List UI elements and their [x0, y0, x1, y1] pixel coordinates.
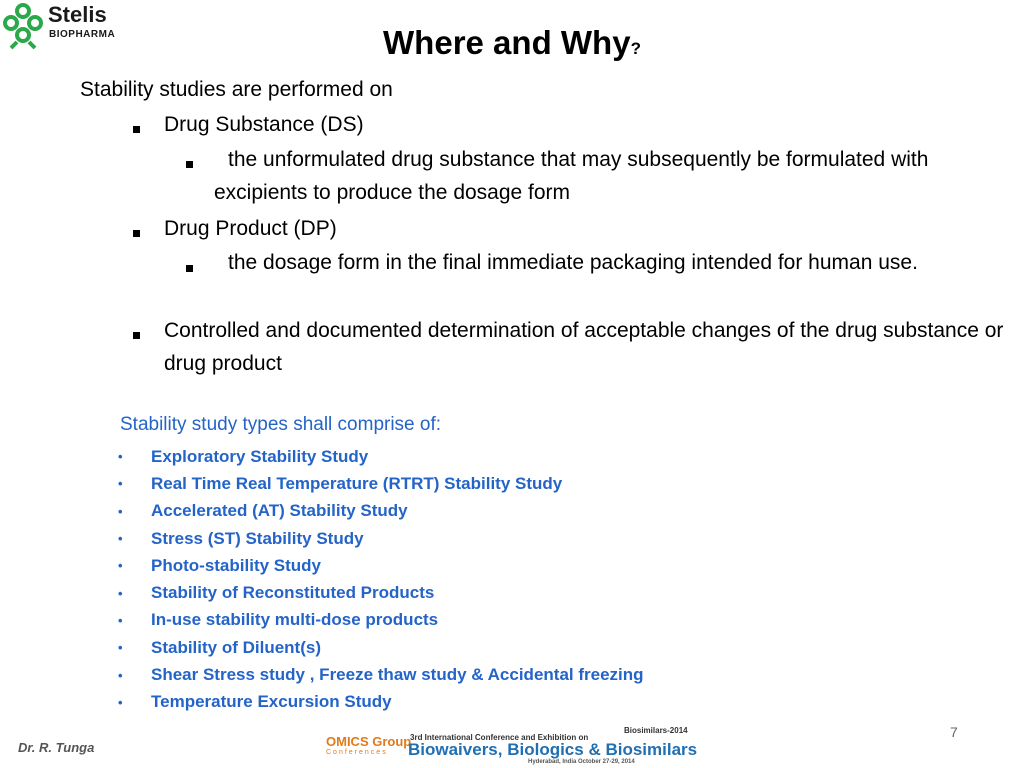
study-type-label: Stability of Diluent(s)	[151, 637, 321, 657]
list-item	[118, 470, 644, 497]
slide-title-text: Where and Why	[383, 24, 631, 61]
author-name: Dr. R. Tunga	[18, 740, 95, 755]
study-type-label: Temperature Excursion Study	[151, 692, 392, 712]
study-type-label: Real Time Real Temperature (RTRT) Stability Study	[151, 473, 563, 493]
bullet-drug-product-detail: the dosage form in the final immediate packaging intended for human use.	[228, 251, 918, 274]
study-type-label: In-use stability multi-dose products	[151, 610, 439, 630]
list-item	[118, 443, 644, 470]
bullet-dot-icon: •	[118, 558, 123, 574]
bullet-dot-icon: •	[118, 667, 123, 683]
list-item	[118, 634, 644, 661]
square-bullet-icon	[133, 115, 140, 139]
bullet-dot-icon: •	[118, 449, 123, 465]
square-bullet-icon	[133, 321, 140, 345]
bullet-dot-icon: •	[118, 585, 123, 601]
square-bullet-icon	[186, 254, 193, 278]
bullet-dot-icon: •	[118, 531, 123, 547]
study-type-label: Photo-stability Study	[151, 555, 321, 575]
list-item	[118, 607, 644, 634]
banner-main-title: Biowaivers, Biologics & Biosimilars	[408, 740, 698, 759]
bullet-dot-icon: •	[118, 476, 123, 492]
banner-line1: 3rd International Conference and Exhibition on	[410, 733, 589, 742]
study-type-label: Accelerated (AT) Stability Study	[151, 501, 408, 521]
bullet-drug-substance: Drug Substance (DS)	[164, 113, 364, 136]
study-types-list	[118, 443, 644, 716]
list-item	[118, 498, 644, 525]
intro-text: Stability studies are performed on	[80, 78, 393, 101]
banner-tag: Biosimilars-2014	[624, 726, 688, 735]
study-type-label: Stability of Reconstituted Products	[151, 583, 435, 603]
bullet-dot-icon: •	[118, 612, 123, 628]
list-item	[118, 661, 644, 688]
bullet-drug-substance-detail: the unformulated drug substance that may subsequently be formulated with excipients to produce the dosage form	[214, 148, 929, 204]
bullet-drug-product: Drug Product (DP)	[164, 217, 337, 240]
omics-conferences-label: Conferences	[326, 749, 388, 756]
banner-location-date: Hyderabad, India October 27-29, 2014	[528, 759, 635, 765]
list-item	[118, 525, 644, 552]
study-type-label: Stress (ST) Stability Study	[151, 528, 364, 548]
study-type-label: Shear Stress study , Freeze thaw study & Accidental freezing	[151, 665, 644, 685]
square-bullet-icon	[186, 150, 193, 174]
bullet-dot-icon: •	[118, 503, 123, 519]
logo-subtitle: BIOPHARMA	[49, 29, 116, 40]
types-intro: Stability study types shall comprise of:	[120, 414, 442, 435]
study-type-label: Exploratory Stability Study	[151, 446, 369, 466]
list-item	[118, 689, 644, 716]
omics-logo: OMICS Group	[326, 734, 412, 749]
page-number: 7	[950, 724, 958, 740]
bullet-controlled-determination: Controlled and documented determination of acceptable changes of the drug substance or drug product	[164, 319, 1004, 375]
square-bullet-icon	[133, 219, 140, 243]
list-item	[118, 552, 644, 579]
bullet-dot-icon: •	[118, 640, 123, 656]
list-item	[118, 579, 644, 606]
conference-banner	[326, 726, 718, 766]
bullet-dot-icon: •	[118, 694, 123, 710]
slide-title-mark: ?	[630, 39, 641, 58]
slide-title	[0, 24, 1024, 62]
logo-name: Stelis	[48, 2, 107, 27]
